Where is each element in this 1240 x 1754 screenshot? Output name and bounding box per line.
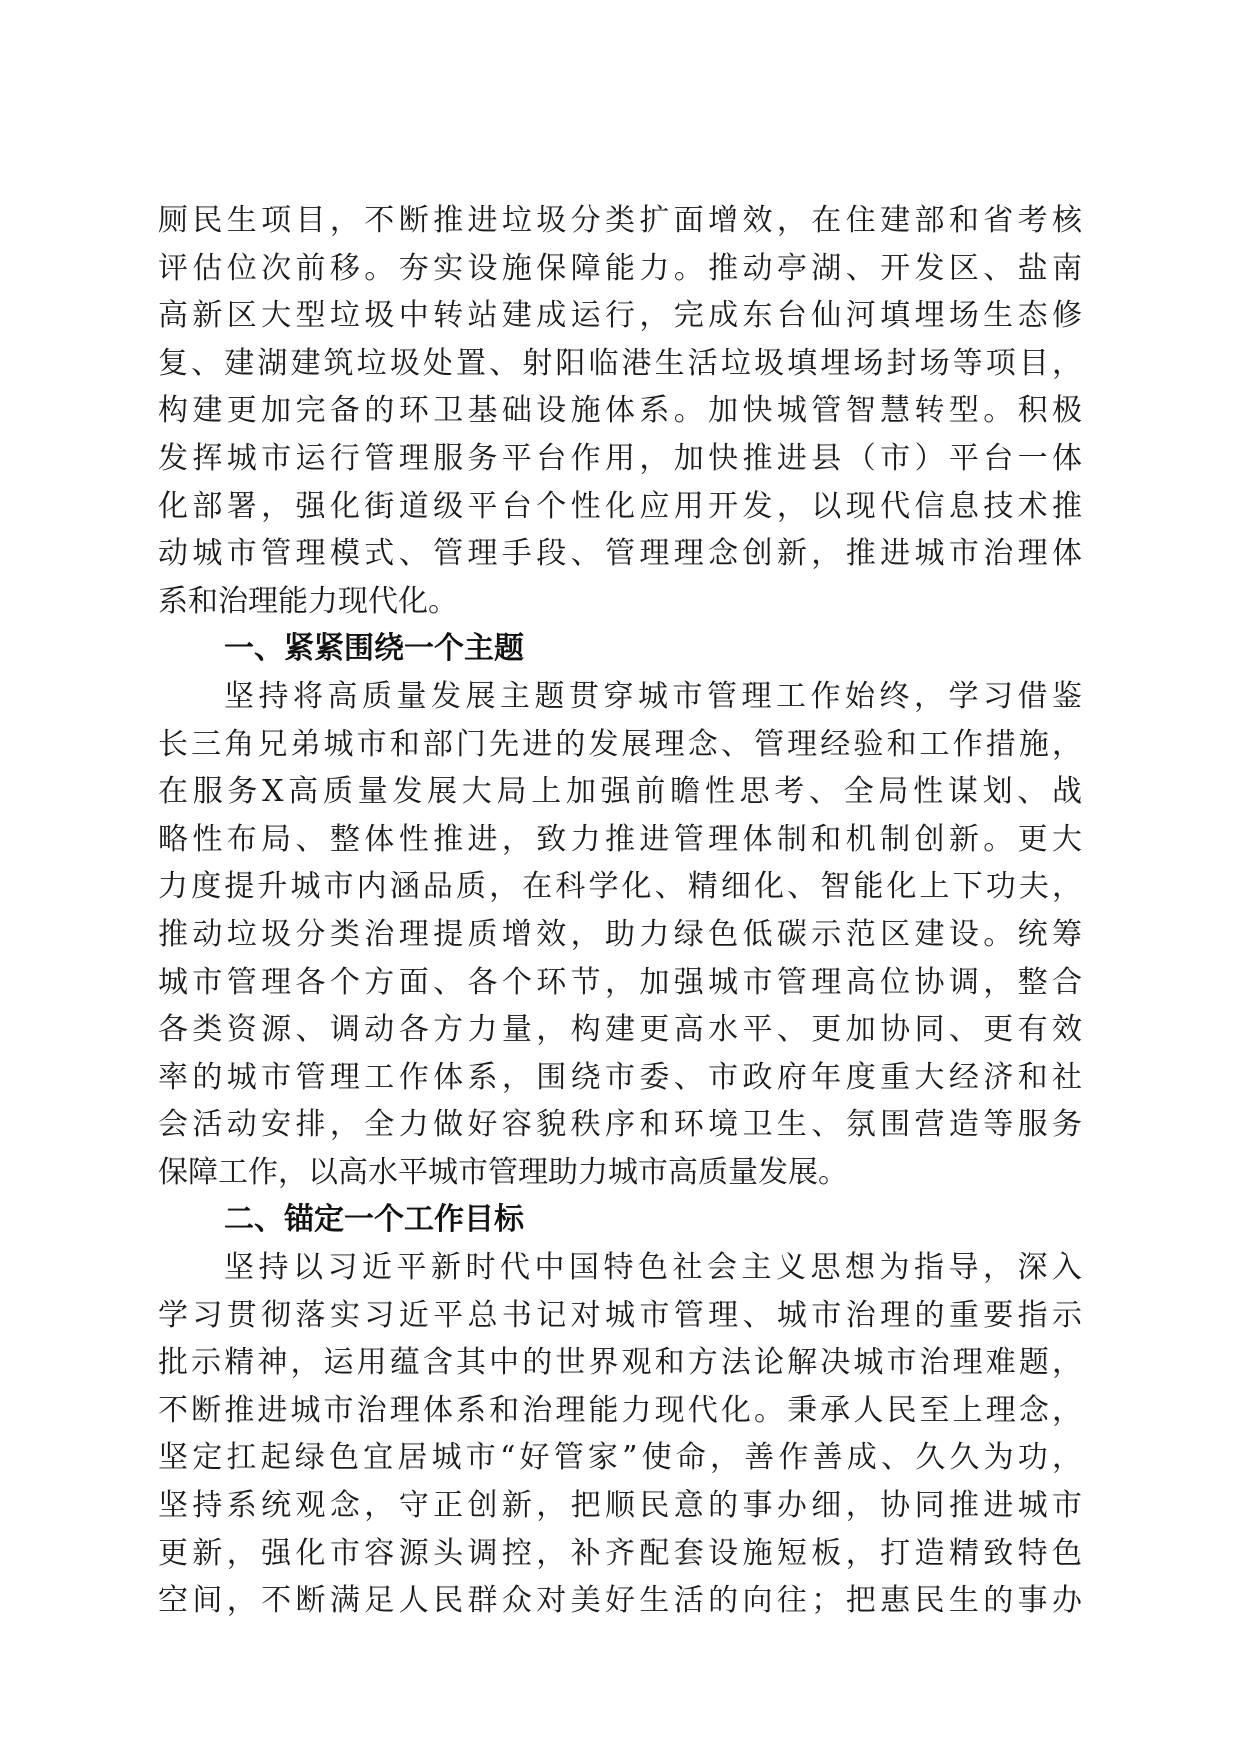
- paragraph-line: 复、建湖建筑垃圾处置、射阳临港生活垃圾填埋场封场等项目，: [158, 345, 1082, 381]
- paragraph-line: 坚定扛起绿色宜居城市“好管家”使命，善作善成、久久为功，: [158, 1440, 1082, 1476]
- paragraph-line: 发挥城市运行管理服务平台作用，加快推进县（市）平台一体: [158, 440, 1082, 476]
- section-heading-2: 二、锚定一个工作目标: [224, 1202, 524, 1238]
- paragraph-line: 推动垃圾分类治理提质增效，助力绿色低碳示范区建设。统筹: [158, 916, 1082, 952]
- paragraph-line: 系和治理能力现代化。: [158, 583, 458, 619]
- paragraph-line: 保障工作，以高水平城市管理助力城市高质量发展。: [158, 1154, 848, 1190]
- paragraph-line: 厕民生项目，不断推进垃圾分类扩面增效，在住建部和省考核: [158, 203, 1082, 238]
- paragraph-line: 率的城市管理工作体系，围绕市委、市政府年度重大经济和社: [158, 1059, 1082, 1095]
- section-2-paragraph: [158, 1244, 1082, 1625]
- paragraph-line: 高新区大型垃圾中转站建成运行，完成东台仙河填埋场生态修: [158, 298, 1082, 334]
- section-heading-1: 一、紧紧围绕一个主题: [224, 631, 524, 667]
- paragraph-line: 坚持系统观念，守正创新，把顺民意的事办细，协同推进城市: [158, 1488, 1082, 1524]
- paragraph-line: 坚持以习近平新时代中国特色社会主义思想为指导，深入: [224, 1250, 1082, 1286]
- paragraph-line: 化部署，强化街道级平台个性化应用开发，以现代信息技术推: [158, 488, 1082, 524]
- paragraph-line: 坚持将高质量发展主题贯穿城市管理工作始终，学习借鉴: [224, 678, 1082, 714]
- paragraph-line: 会活动安排，全力做好容貌秩序和环境卫生、氛围营造等服务: [158, 1107, 1082, 1143]
- paragraph-line: 不断推进城市治理体系和治理能力现代化。秉承人民至上理念，: [158, 1392, 1082, 1428]
- paragraph-line: 学习贯彻落实习近平总书记对城市管理、城市治理的重要指示: [158, 1297, 1082, 1333]
- paragraph-line: 各类资源、调动各方力量，构建更高水平、更加协同、更有效: [158, 1012, 1082, 1048]
- paragraph-line: 评估位次前移。夯实设施保障能力。推动亭湖、开发区、盐南: [158, 250, 1082, 286]
- paragraph-line: 略性布局、整体性推进，致力推进管理体制和机制创新。更大: [158, 821, 1082, 857]
- paragraph-line: 长三角兄弟城市和部门先进的发展理念、管理经验和工作措施，: [158, 726, 1082, 762]
- paragraph-line: 构建更加完备的环卫基础设施体系。加快城管智慧转型。积极: [158, 393, 1082, 429]
- intro-paragraph: [158, 197, 1082, 625]
- paragraph-line: 批示精神，运用蕴含其中的世界观和方法论解决城市治理难题，: [158, 1345, 1082, 1381]
- paragraph-line: 空间，不断满足人民群众对美好生活的向往；把惠民生的事办: [158, 1583, 1082, 1619]
- paragraph-line: 更新，强化市容源头调控，补齐配套设施短板，打造精致特色: [158, 1535, 1082, 1571]
- paragraph-line: 城市管理各个方面、各个环节，加强城市管理高位协调，整合: [158, 964, 1082, 1000]
- paragraph-line: 动城市管理模式、管理手段、管理理念创新，推进城市治理体: [158, 536, 1082, 572]
- paragraph-line: 在服务X高质量发展大局上加强前瞻性思考、全局性谋划、战: [158, 774, 1082, 810]
- paragraph-line: 力度提升城市内涵品质，在科学化、精细化、智能化上下功夫，: [158, 869, 1082, 905]
- section-1-paragraph: [158, 673, 1082, 1197]
- document-body: [158, 197, 1082, 1625]
